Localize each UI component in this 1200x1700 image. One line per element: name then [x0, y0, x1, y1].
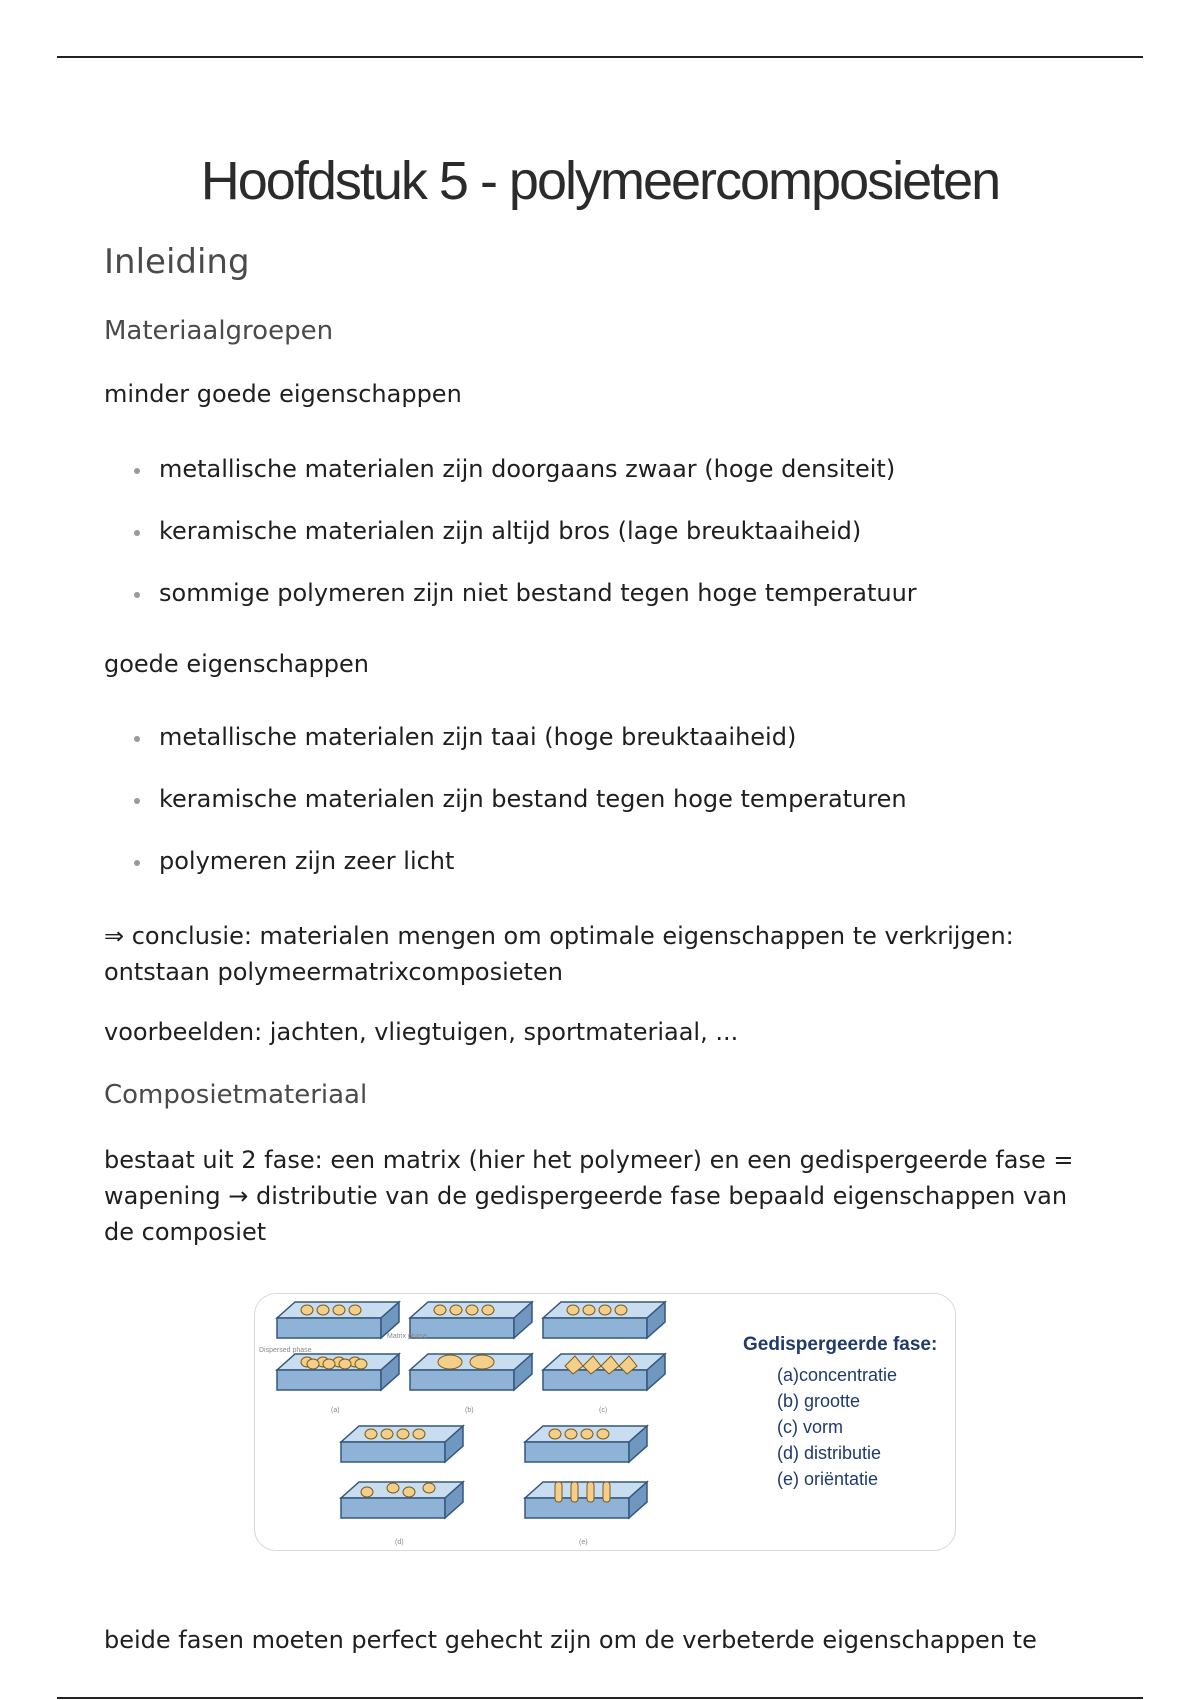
panel-d-top	[341, 1426, 463, 1462]
legend-item: (c) vorm	[777, 1417, 843, 1437]
bullet-icon	[134, 860, 140, 866]
panel-b-bottom	[410, 1354, 532, 1390]
composite-diagrams	[255, 1294, 695, 1550]
legend-item: (a)concentratie	[777, 1365, 898, 1385]
bad-properties-intro: minder goede eigenschappen	[104, 380, 462, 408]
label-matrix: Matrix phase	[387, 1333, 428, 1340]
panel-d-bottom	[341, 1482, 463, 1518]
section-heading: Inleiding	[104, 242, 250, 282]
list-item: keramische materialen zijn altijd bros (lage breuktaaiheid)	[104, 516, 917, 578]
good-properties-intro: goede eigenschappen	[104, 650, 370, 678]
bullet-icon	[134, 736, 140, 742]
panel-b-top	[410, 1302, 532, 1338]
list-item: metallische materialen zijn taai (hoge breuktaaiheid)	[104, 722, 907, 784]
panel-e-top	[525, 1426, 647, 1462]
subheading-materiaalgroepen: Materiaalgroepen	[104, 316, 334, 346]
panel-label-c: (c)	[599, 1407, 608, 1414]
panel-label-d: (d)	[395, 1539, 404, 1546]
bottom-rule	[57, 1697, 1143, 1699]
list-item: metallische materialen zijn doorgaans zwaar (hoge densiteit)	[104, 454, 917, 516]
bullet-icon	[134, 530, 140, 536]
panel-c-bottom	[543, 1354, 665, 1390]
panel-a-bottom	[277, 1354, 399, 1390]
list-item: polymeren zijn zeer licht	[104, 846, 907, 908]
panel-c-top	[543, 1302, 665, 1338]
panel-label-b: (b)	[465, 1407, 474, 1414]
examples-text: voorbeelden: jachten, vliegtuigen, sportmateriaal, ...	[104, 1018, 739, 1046]
top-rule	[57, 56, 1143, 58]
good-properties-list	[104, 722, 907, 908]
bullet-icon	[134, 468, 140, 474]
subheading-composietmateriaal: Composietmateriaal	[104, 1080, 368, 1110]
bad-properties-list	[104, 454, 917, 640]
conclusion-text: ⇒ conclusie: materialen mengen om optimale eigenschappen te verkrijgen: ontstaan polymeermatrixcomposieten	[104, 922, 1014, 986]
list-item: sommige polymeren zijn niet bestand tegen hoge temperatuur	[104, 578, 917, 640]
legend-item: (d) distributie	[777, 1443, 882, 1463]
final-text: beide fasen moeten perfect gehecht zijn om de verbeterde eigenschappen te	[104, 1626, 1037, 1654]
label-dispersed: Dispersed phase	[259, 1347, 312, 1354]
bullet-icon	[134, 592, 140, 598]
panel-label-a: (a)	[331, 1407, 340, 1414]
panel-e-bottom	[525, 1482, 647, 1518]
composite-description: bestaat uit 2 fase: een matrix (hier het polymeer) en een gedispergeerde fase = wapening → distributie van de gedispergeerde fase bepaald eigenschappen van de composiet	[104, 1146, 1074, 1246]
list-item: keramische materialen zijn bestand tegen hoge temperaturen	[104, 784, 907, 846]
bullet-icon	[134, 798, 140, 804]
dispersed-phase-figure	[254, 1293, 956, 1551]
page-title: Hoofdstuk 5 - polymeercomposieten	[200, 151, 1000, 211]
panel-label-e: (e)	[579, 1539, 588, 1546]
legend-title: Gedispergeerde fase:	[743, 1334, 938, 1355]
legend-item: (e) oriëntatie	[777, 1469, 879, 1489]
panel-a-top	[277, 1302, 399, 1338]
legend-item: (b) grootte	[777, 1391, 861, 1411]
